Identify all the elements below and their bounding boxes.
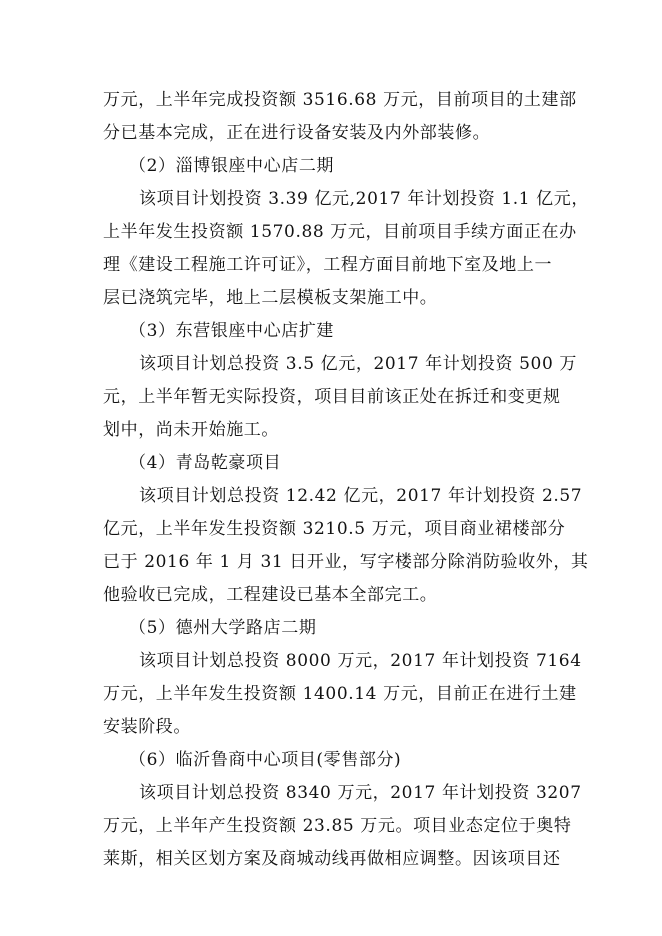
- text-line: 万元，上半年发生投资额 1400.14 万元，目前正在进行土建: [103, 684, 577, 704]
- paragraph-first-line: 该项目计划总投资 12.42 亿元，2017 年计划投资 2.57: [139, 486, 583, 506]
- section-heading: （4）青岛乾豪项目: [129, 453, 282, 473]
- text-line: 理《建设工程施工许可证》，工程方面目前地下室及地上一: [103, 255, 553, 275]
- paragraph-first-line: 该项目计划总投资 8340 万元，2017 年计划投资 3207: [139, 783, 582, 803]
- text-line: 已于 2016 年 1 月 31 日开业，写字楼部分除消防验收外，其: [103, 552, 589, 572]
- paragraph-first-line: 该项目计划投资 3.39 亿元,2017 年计划投资 1.1 亿元，: [139, 189, 589, 209]
- paragraph-first-line: 该项目计划总投资 8000 万元，2017 年计划投资 7164: [139, 651, 582, 671]
- text-line: 元，上半年暂无实际投资，项目目前该正处在拆迁和变更规: [103, 387, 561, 407]
- section-heading: （3）东营银座中心店扩建: [129, 321, 335, 341]
- text-line: 他验收已完成，工程建设已基本全部完工。: [103, 585, 438, 605]
- section-heading: （2）淄博银座中心店二期: [129, 156, 335, 176]
- text-line: 万元，上半年完成投资额 3516.68 万元，目前项目的土建部: [103, 90, 577, 110]
- text-line: 万元，上半年产生投资额 23.85 万元。项目业态定位于奥特: [103, 816, 572, 836]
- text-line: 划中，尚未开始施工。: [103, 420, 279, 440]
- section-heading: （6）临沂鲁商中心项目(零售部分): [129, 750, 402, 770]
- text-line: 莱斯，相关区划方案及商城动线再做相应调整。因该项目还: [103, 849, 561, 869]
- paragraph-first-line: 该项目计划总投资 3.5 亿元，2017 年计划投资 500 万: [139, 354, 577, 374]
- text-line: 安装阶段。: [103, 717, 191, 737]
- text-line: 上半年发生投资额 1570.88 万元，目前项目手续方面正在办: [103, 222, 577, 242]
- document-page: [103, 84, 589, 876]
- text-line: 层已浇筑完毕，地上二层模板支架施工中。: [103, 288, 438, 308]
- text-line: 亿元，上半年发生投资额 3210.5 万元，项目商业裙楼部分: [103, 519, 566, 539]
- text-line: 分已基本完成，正在进行设备安装及内外部装修。: [103, 123, 491, 143]
- section-heading: （5）德州大学路店二期: [129, 618, 317, 638]
